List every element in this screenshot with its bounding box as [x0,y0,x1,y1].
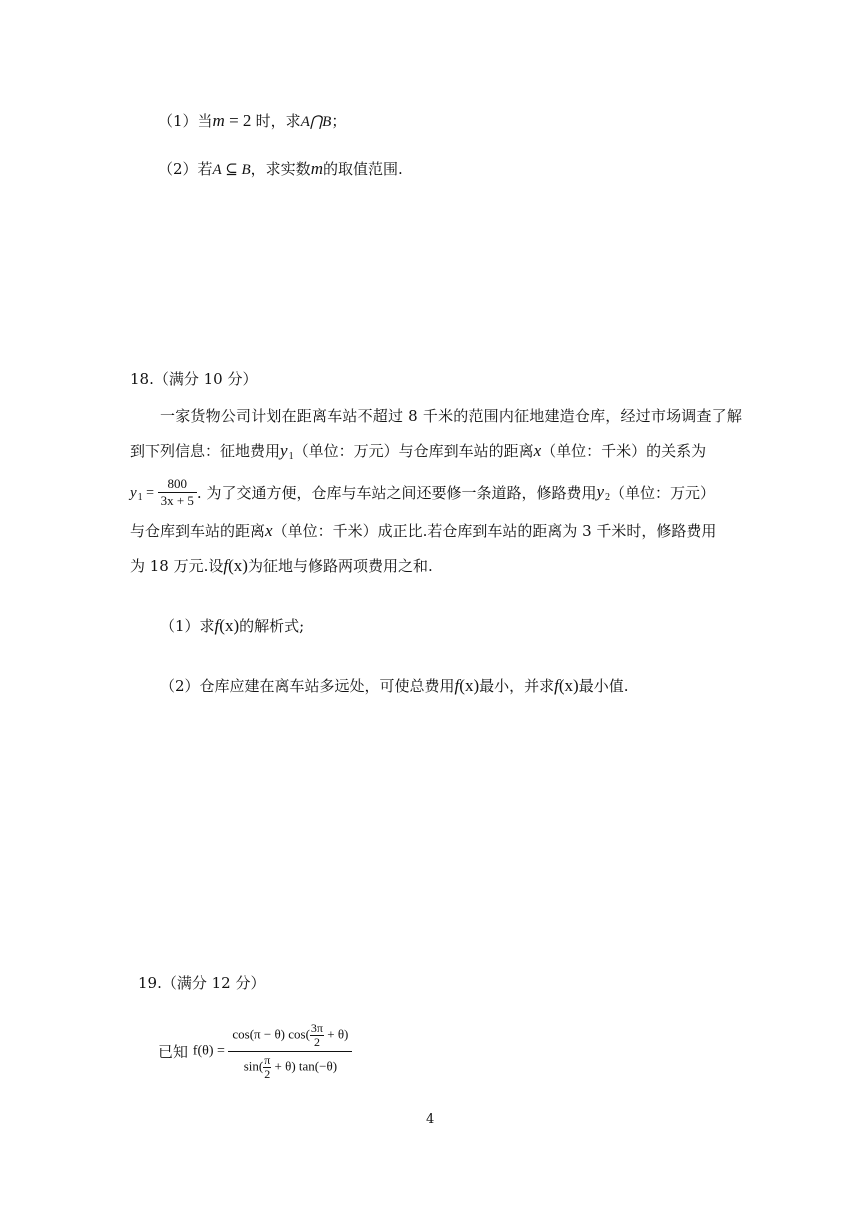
q18-paragraph-line2 [130,440,706,468]
q17-subset: A ⊆ B [212,162,251,178]
q18-part1: （1）求f(x)的解析式; [160,616,305,635]
q17-set-intersection: A⋂B [300,114,332,130]
q17-var-m2: m [310,159,323,178]
q18-y1: $y_1$ [280,441,294,462]
q18-text: （单位：万元） [610,484,716,502]
q19-denominator: sin( $\frac{\pi}{2}$ + θ) tan(−θ) [243,1053,338,1081]
q17-part2 [158,158,403,181]
q17-equals-2: = 2 [224,111,256,130]
q19-fraction [228,1022,352,1081]
q18-text: . 为了交通方便，仓库与车站之间还要修一条道路，修路费用 [196,484,597,502]
q18-text: 为征地与修路两项费用之和. [247,557,433,575]
q18-text: （单位：千米）成正比.若仓库到车站的距离为 3 千米时，修路费用 [272,522,717,540]
q18-y2: $y_2$ [596,482,611,503]
q18-paragraph-line3: $y_1$ = $\frac{800}{3x + 5}$ . 为了交通方便，仓库与车站之间还要修一条道路，修路费用$y_2$（单位：万元） [130,476,716,508]
q18-paragraph-line1: 一家货物公司计划在距离车站不超过 8 千米的范围内征地建造仓库，经过市场调查了解 [160,407,743,425]
q18-x: x [265,521,273,540]
q18-paragraph-line5: 为 18 万元.设f(x)为征地与修路两项费用之和. [130,556,433,575]
q19-lhs: f(θ) = [192,1043,229,1059]
q18-part2: （2）仓库应建在离车站多远处，可使总费用f(x)最小，并求f(x)最小值. [160,676,629,695]
q18-y1-eq: $y_1$ [130,484,143,503]
q17-part1-text2: 时，求 [255,112,301,130]
q19-heading: 19.（满分 12 分） [138,974,266,992]
q19-numerator: cos(π − θ) cos( $\frac{3\pi}{2}$ + θ) [228,1022,352,1052]
q17-part2-text3: 的取值范围. [322,160,403,178]
q18-text: （单位：千米）的关系为 [541,442,707,460]
q18-text: 与仓库到车站的距离 [130,522,266,540]
q18-paragraph-line4 [130,520,716,542]
q18-text: 为 18 万元.设 [130,557,224,575]
q17-part1-end: ； [331,112,347,130]
q18-fraction: $\frac{800}{3x + 5}$ [158,476,197,509]
q18-x: x [533,441,542,460]
q18-fx: f [454,676,460,695]
q17-part1 [158,110,346,133]
page-number: 4 [426,1112,435,1127]
q18-fx: f [214,616,220,635]
q17-var-m: m [212,111,225,130]
q19-formula [158,1022,352,1081]
q17-part1-text: （1）当 [158,112,213,130]
q18-text: （单位：万元）与仓库到车站的距离 [293,442,534,460]
q19-intro: 已知 [158,1043,189,1061]
q18-text: 到下列信息：征地费用 [130,442,281,460]
q17-part2-text: （2）若 [158,160,213,178]
q17-part2-text2: ，求实数 [250,160,311,178]
q18-fx: f [223,556,229,575]
q18-fx: f [554,676,559,695]
q18-heading: 18.（满分 10 分） [130,370,258,388]
